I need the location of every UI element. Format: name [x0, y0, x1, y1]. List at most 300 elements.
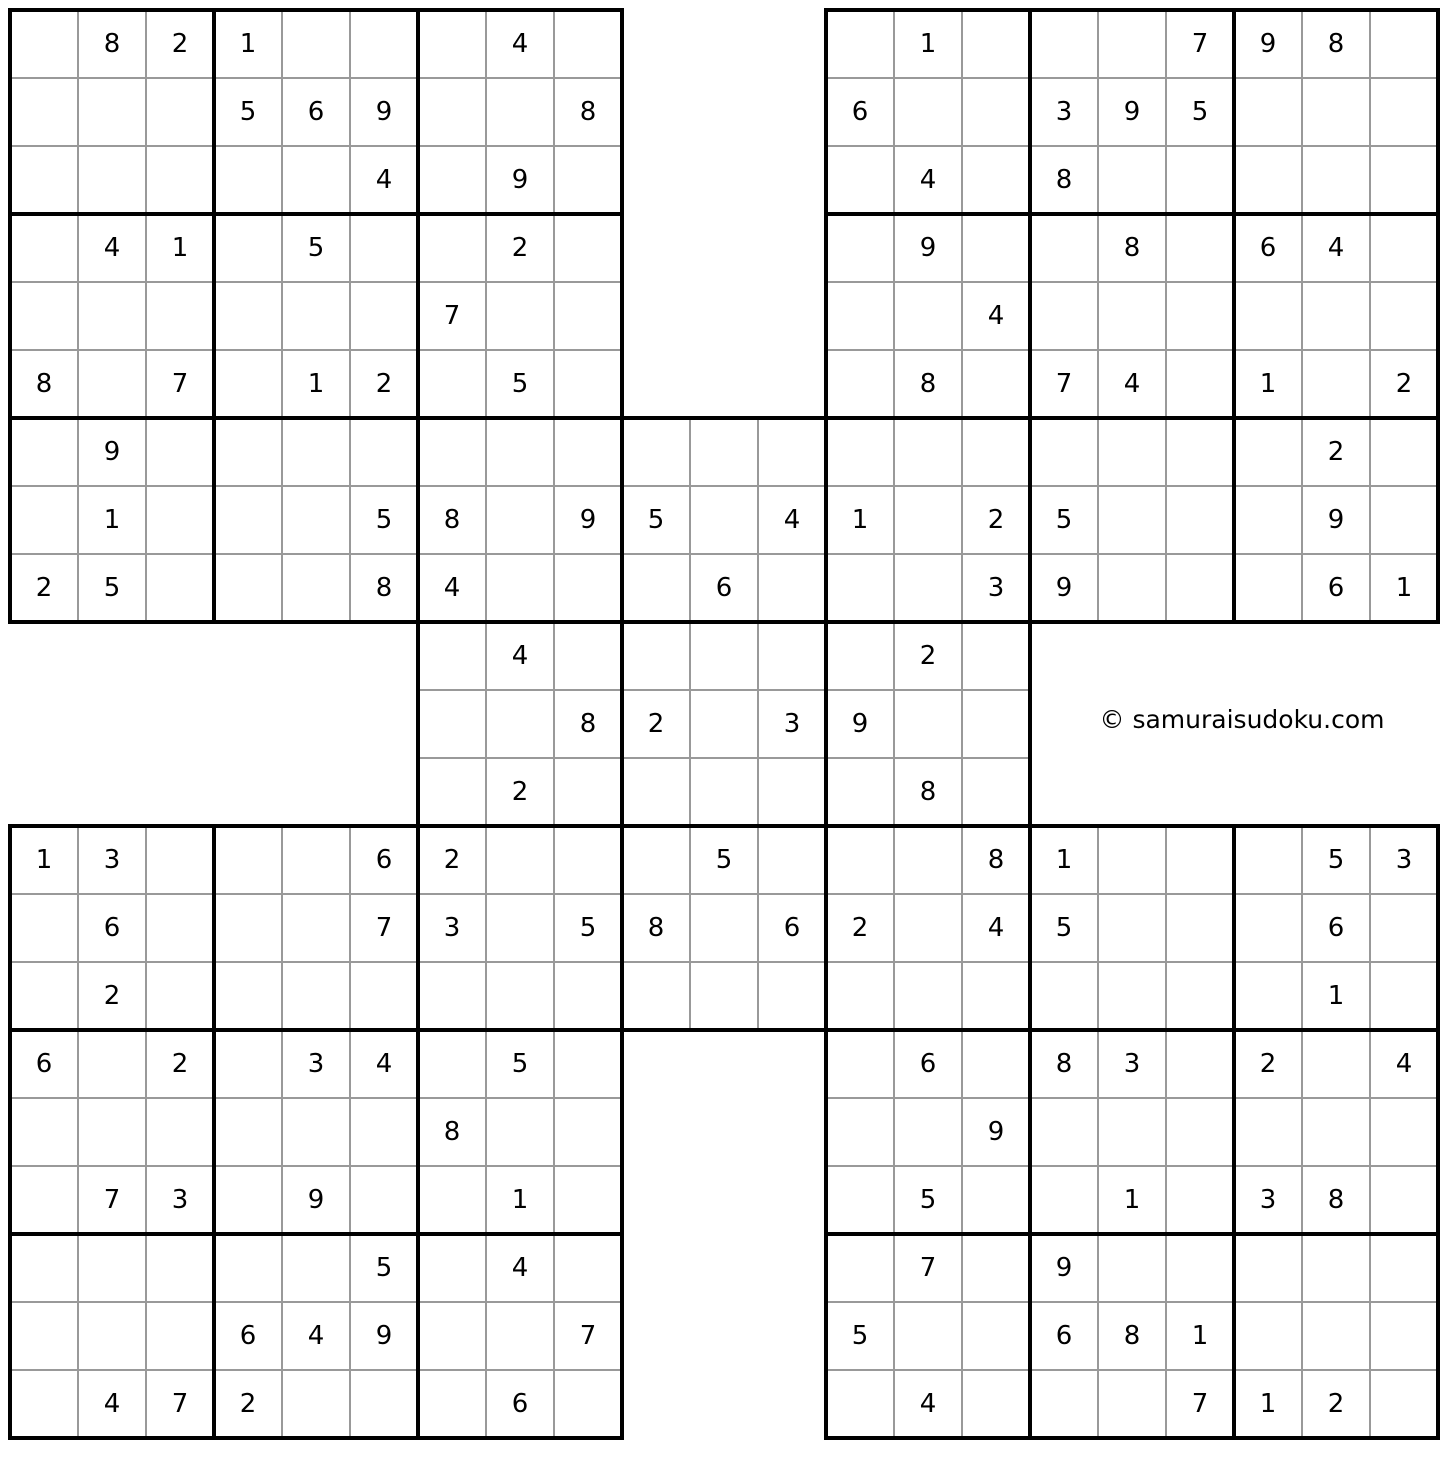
cell-digit: 1 — [1259, 369, 1277, 399]
empty-cell[interactable] — [964, 624, 1028, 688]
cell-digit: 5 — [1055, 505, 1073, 535]
cell-digit: 9 — [1055, 573, 1073, 603]
empty-cell[interactable] — [1372, 1100, 1436, 1164]
empty-cell[interactable] — [1168, 420, 1232, 484]
empty-cell[interactable] — [1100, 556, 1164, 620]
empty-cell[interactable] — [352, 12, 416, 76]
empty-cell[interactable] — [1100, 896, 1164, 960]
cell-digit: 9 — [1259, 29, 1277, 59]
empty-cell[interactable] — [828, 420, 892, 484]
cell-digit: 1 — [1123, 1185, 1141, 1215]
empty-cell[interactable] — [692, 692, 756, 756]
empty-cell[interactable] — [1236, 1304, 1300, 1368]
empty-cell[interactable] — [556, 1032, 620, 1096]
empty-cell[interactable] — [896, 828, 960, 892]
empty-cell[interactable] — [352, 420, 416, 484]
empty-cell[interactable] — [828, 12, 892, 76]
empty-cell[interactable] — [420, 1032, 484, 1096]
cell-digit: 2 — [919, 641, 937, 671]
cell-digit: 4 — [103, 233, 121, 263]
empty-cell[interactable] — [80, 148, 144, 212]
empty-cell[interactable] — [1372, 148, 1436, 212]
empty-cell[interactable] — [488, 80, 552, 144]
empty-cell[interactable] — [1168, 1032, 1232, 1096]
empty-cell[interactable] — [12, 284, 76, 348]
empty-cell[interactable] — [420, 964, 484, 1028]
empty-cell[interactable] — [1100, 284, 1164, 348]
cell-digit: 6 — [1055, 1321, 1073, 1351]
empty-cell[interactable] — [556, 148, 620, 212]
empty-cell[interactable] — [148, 420, 212, 484]
cell-digit: 5 — [1055, 913, 1073, 943]
empty-cell[interactable] — [1236, 148, 1300, 212]
cell-digit: 4 — [375, 165, 393, 195]
empty-cell[interactable] — [828, 1100, 892, 1164]
empty-cell[interactable] — [1100, 488, 1164, 552]
empty-cell[interactable] — [1304, 148, 1368, 212]
empty-cell[interactable] — [1168, 488, 1232, 552]
empty-cell[interactable] — [216, 1236, 280, 1300]
empty-cell[interactable] — [828, 828, 892, 892]
empty-cell[interactable] — [760, 828, 824, 892]
empty-cell[interactable] — [1372, 1372, 1436, 1436]
empty-cell[interactable] — [216, 148, 280, 212]
empty-cell[interactable] — [624, 420, 688, 484]
empty-cell[interactable] — [352, 284, 416, 348]
empty-cell[interactable] — [896, 488, 960, 552]
empty-cell[interactable] — [1304, 352, 1368, 416]
cell-digit: 4 — [375, 1049, 393, 1079]
empty-cell[interactable] — [148, 148, 212, 212]
cell-digit: 9 — [511, 165, 529, 195]
empty-cell[interactable] — [488, 420, 552, 484]
empty-cell[interactable] — [284, 488, 348, 552]
empty-cell[interactable] — [1236, 284, 1300, 348]
cell-digit: 9 — [1055, 1253, 1073, 1283]
cell-digit: 2 — [647, 709, 665, 739]
cell-digit: 2 — [1327, 437, 1345, 467]
empty-cell[interactable] — [284, 148, 348, 212]
empty-cell[interactable] — [12, 80, 76, 144]
empty-cell[interactable] — [964, 420, 1028, 484]
empty-cell[interactable] — [12, 420, 76, 484]
empty-cell[interactable] — [556, 964, 620, 1028]
empty-cell[interactable] — [828, 964, 892, 1028]
cell-digit: 3 — [171, 1185, 189, 1215]
empty-cell[interactable] — [964, 964, 1028, 1028]
empty-cell[interactable] — [1372, 284, 1436, 348]
empty-cell[interactable] — [964, 352, 1028, 416]
empty-cell[interactable] — [1168, 1168, 1232, 1232]
empty-cell[interactable] — [692, 760, 756, 824]
empty-cell[interactable] — [148, 80, 212, 144]
empty-cell[interactable] — [216, 964, 280, 1028]
empty-cell[interactable] — [896, 692, 960, 756]
cell-digit: 8 — [1055, 1049, 1073, 1079]
cell-digit: 4 — [1327, 233, 1345, 263]
empty-cell[interactable] — [420, 420, 484, 484]
empty-cell[interactable] — [1304, 1304, 1368, 1368]
cell-digit: 4 — [511, 29, 529, 59]
empty-cell[interactable] — [556, 1236, 620, 1300]
empty-cell[interactable] — [964, 1304, 1028, 1368]
empty-cell[interactable] — [828, 1236, 892, 1300]
empty-cell[interactable] — [216, 284, 280, 348]
empty-cell[interactable] — [352, 1100, 416, 1164]
empty-cell[interactable] — [216, 1168, 280, 1232]
empty-cell[interactable] — [216, 352, 280, 416]
empty-cell[interactable] — [1100, 828, 1164, 892]
empty-cell[interactable] — [420, 148, 484, 212]
empty-cell[interactable] — [760, 760, 824, 824]
empty-cell[interactable] — [216, 896, 280, 960]
empty-cell[interactable] — [556, 624, 620, 688]
empty-cell[interactable] — [216, 828, 280, 892]
empty-cell[interactable] — [1304, 80, 1368, 144]
cell-digit: 7 — [1191, 1389, 1209, 1419]
empty-cell[interactable] — [216, 556, 280, 620]
empty-cell[interactable] — [760, 420, 824, 484]
empty-cell[interactable] — [488, 1100, 552, 1164]
empty-cell[interactable] — [216, 488, 280, 552]
empty-cell[interactable] — [148, 964, 212, 1028]
empty-cell[interactable] — [1168, 828, 1232, 892]
empty-cell[interactable] — [828, 284, 892, 348]
empty-cell[interactable] — [1100, 1236, 1164, 1300]
empty-cell[interactable] — [556, 284, 620, 348]
empty-cell[interactable] — [964, 1372, 1028, 1436]
empty-cell[interactable] — [964, 148, 1028, 212]
empty-cell[interactable] — [352, 964, 416, 1028]
empty-cell[interactable] — [1304, 284, 1368, 348]
cell-digit: 1 — [1259, 1389, 1277, 1419]
cell-digit: 1 — [171, 233, 189, 263]
cell-digit: 5 — [919, 1185, 937, 1215]
empty-cell[interactable] — [80, 80, 144, 144]
empty-cell[interactable] — [828, 624, 892, 688]
empty-cell[interactable] — [1100, 420, 1164, 484]
cell-digit: 4 — [987, 913, 1005, 943]
empty-cell[interactable] — [1100, 1372, 1164, 1436]
empty-cell[interactable] — [964, 80, 1028, 144]
empty-cell[interactable] — [216, 1100, 280, 1164]
empty-cell[interactable] — [1372, 1304, 1436, 1368]
empty-cell[interactable] — [148, 1236, 212, 1300]
cell-digit: 3 — [783, 709, 801, 739]
cell-digit: 2 — [511, 233, 529, 263]
empty-cell[interactable] — [828, 556, 892, 620]
empty-cell[interactable] — [556, 216, 620, 280]
empty-cell[interactable] — [420, 80, 484, 144]
empty-cell[interactable] — [216, 420, 280, 484]
empty-cell[interactable] — [828, 1032, 892, 1096]
cell-digit: 9 — [1327, 505, 1345, 535]
cell-digit: 5 — [375, 505, 393, 535]
cell-digit: 2 — [103, 981, 121, 1011]
empty-cell[interactable] — [1236, 964, 1300, 1028]
empty-cell[interactable] — [80, 352, 144, 416]
empty-cell[interactable] — [1032, 216, 1096, 280]
empty-cell[interactable] — [692, 624, 756, 688]
cell-digit: 8 — [579, 709, 597, 739]
empty-cell[interactable] — [488, 828, 552, 892]
empty-cell[interactable] — [352, 1168, 416, 1232]
cell-digit: 9 — [851, 709, 869, 739]
empty-cell[interactable] — [420, 352, 484, 416]
empty-cell[interactable] — [488, 896, 552, 960]
empty-cell[interactable] — [12, 896, 76, 960]
empty-cell[interactable] — [488, 964, 552, 1028]
empty-cell[interactable] — [964, 1032, 1028, 1096]
empty-cell[interactable] — [420, 624, 484, 688]
empty-cell[interactable] — [216, 1032, 280, 1096]
empty-cell[interactable] — [828, 148, 892, 212]
empty-cell[interactable] — [148, 1100, 212, 1164]
empty-cell[interactable] — [556, 420, 620, 484]
empty-cell[interactable] — [828, 760, 892, 824]
empty-cell[interactable] — [284, 964, 348, 1028]
empty-cell[interactable] — [1032, 1372, 1096, 1436]
empty-cell[interactable] — [556, 1372, 620, 1436]
empty-cell[interactable] — [12, 12, 76, 76]
empty-cell[interactable] — [556, 12, 620, 76]
empty-cell[interactable] — [284, 1236, 348, 1300]
empty-cell[interactable] — [420, 1304, 484, 1368]
empty-cell[interactable] — [148, 284, 212, 348]
cell-digit: 3 — [1395, 845, 1413, 875]
empty-cell[interactable] — [1168, 556, 1232, 620]
empty-cell[interactable] — [1032, 964, 1096, 1028]
empty-cell[interactable] — [624, 760, 688, 824]
cell-digit: 7 — [919, 1253, 937, 1283]
empty-cell[interactable] — [1032, 12, 1096, 76]
cell-digit: 6 — [783, 913, 801, 943]
cell-digit: 5 — [375, 1253, 393, 1283]
empty-cell[interactable] — [420, 12, 484, 76]
empty-cell[interactable] — [80, 1236, 144, 1300]
empty-cell[interactable] — [1372, 896, 1436, 960]
empty-cell[interactable] — [828, 1168, 892, 1232]
empty-cell[interactable] — [488, 488, 552, 552]
empty-cell[interactable] — [420, 1168, 484, 1232]
empty-cell[interactable] — [692, 488, 756, 552]
cell-digit: 4 — [511, 1253, 529, 1283]
empty-cell[interactable] — [1168, 896, 1232, 960]
empty-cell[interactable] — [624, 556, 688, 620]
empty-cell[interactable] — [1168, 352, 1232, 416]
cell-digit: 8 — [35, 369, 53, 399]
empty-cell[interactable] — [760, 556, 824, 620]
empty-cell[interactable] — [148, 1304, 212, 1368]
empty-cell[interactable] — [556, 352, 620, 416]
empty-cell[interactable] — [1372, 420, 1436, 484]
empty-cell[interactable] — [1304, 1100, 1368, 1164]
empty-cell[interactable] — [148, 828, 212, 892]
empty-cell[interactable] — [1032, 420, 1096, 484]
empty-cell[interactable] — [556, 1168, 620, 1232]
empty-cell[interactable] — [964, 1168, 1028, 1232]
empty-cell[interactable] — [148, 556, 212, 620]
empty-cell[interactable] — [1236, 828, 1300, 892]
empty-cell[interactable] — [1372, 12, 1436, 76]
empty-cell[interactable] — [1100, 1100, 1164, 1164]
empty-cell[interactable] — [964, 760, 1028, 824]
empty-cell[interactable] — [1168, 1236, 1232, 1300]
empty-cell[interactable] — [760, 964, 824, 1028]
empty-cell[interactable] — [12, 1100, 76, 1164]
cell-digit: 2 — [1259, 1049, 1277, 1079]
empty-cell[interactable] — [828, 216, 892, 280]
empty-cell[interactable] — [216, 216, 280, 280]
empty-cell[interactable] — [12, 488, 76, 552]
cell-digit: 8 — [375, 573, 393, 603]
cell-digit: 8 — [1055, 165, 1073, 195]
empty-cell[interactable] — [828, 1372, 892, 1436]
empty-cell[interactable] — [896, 284, 960, 348]
empty-cell[interactable] — [12, 1168, 76, 1232]
empty-cell[interactable] — [284, 556, 348, 620]
cell-digit: 4 — [987, 301, 1005, 331]
empty-cell[interactable] — [284, 896, 348, 960]
empty-cell[interactable] — [1100, 964, 1164, 1028]
empty-cell[interactable] — [692, 420, 756, 484]
empty-cell[interactable] — [1168, 284, 1232, 348]
empty-cell[interactable] — [12, 964, 76, 1028]
empty-cell[interactable] — [420, 1236, 484, 1300]
empty-cell[interactable] — [760, 624, 824, 688]
cell-digit: 4 — [103, 1389, 121, 1419]
cell-digit: 5 — [715, 845, 733, 875]
cell-digit: 5 — [579, 913, 597, 943]
empty-cell[interactable] — [1372, 1168, 1436, 1232]
cell-digit: 7 — [171, 369, 189, 399]
cell-digit: 8 — [103, 29, 121, 59]
empty-cell[interactable] — [12, 1304, 76, 1368]
empty-cell[interactable] — [964, 216, 1028, 280]
empty-cell[interactable] — [1372, 488, 1436, 552]
empty-cell[interactable] — [284, 828, 348, 892]
empty-cell[interactable] — [624, 624, 688, 688]
empty-cell[interactable] — [896, 1304, 960, 1368]
empty-cell[interactable] — [1304, 1236, 1368, 1300]
cell-digit: 6 — [375, 845, 393, 875]
empty-cell[interactable] — [284, 12, 348, 76]
empty-cell[interactable] — [420, 216, 484, 280]
empty-cell[interactable] — [896, 556, 960, 620]
empty-cell[interactable] — [1372, 216, 1436, 280]
empty-cell[interactable] — [1372, 964, 1436, 1028]
empty-cell[interactable] — [420, 760, 484, 824]
empty-cell[interactable] — [80, 1304, 144, 1368]
empty-cell[interactable] — [352, 216, 416, 280]
empty-cell[interactable] — [12, 1236, 76, 1300]
cell-digit: 5 — [1327, 845, 1345, 875]
cell-digit: 2 — [443, 845, 461, 875]
empty-cell[interactable] — [896, 1100, 960, 1164]
cell-digit: 6 — [1327, 913, 1345, 943]
empty-cell[interactable] — [556, 556, 620, 620]
cell-digit: 6 — [35, 1049, 53, 1079]
empty-cell[interactable] — [624, 964, 688, 1028]
empty-cell[interactable] — [896, 420, 960, 484]
empty-cell[interactable] — [1304, 1032, 1368, 1096]
cell-digit: 7 — [1191, 29, 1209, 59]
empty-cell[interactable] — [1100, 148, 1164, 212]
empty-cell[interactable] — [488, 556, 552, 620]
cell-digit: 3 — [1055, 97, 1073, 127]
empty-cell[interactable] — [12, 1372, 76, 1436]
empty-cell[interactable] — [896, 896, 960, 960]
cell-digit: 9 — [987, 1117, 1005, 1147]
empty-cell[interactable] — [1236, 1100, 1300, 1164]
empty-cell[interactable] — [964, 692, 1028, 756]
empty-cell[interactable] — [80, 284, 144, 348]
empty-cell[interactable] — [420, 1372, 484, 1436]
empty-cell[interactable] — [1236, 1236, 1300, 1300]
empty-cell[interactable] — [1236, 896, 1300, 960]
empty-cell[interactable] — [1168, 1100, 1232, 1164]
empty-cell[interactable] — [12, 148, 76, 212]
empty-cell[interactable] — [964, 1236, 1028, 1300]
empty-cell[interactable] — [1372, 1236, 1436, 1300]
empty-cell[interactable] — [624, 828, 688, 892]
cell-digit: 4 — [511, 641, 529, 671]
empty-cell[interactable] — [1372, 80, 1436, 144]
empty-cell[interactable] — [964, 12, 1028, 76]
empty-cell[interactable] — [148, 488, 212, 552]
empty-cell[interactable] — [488, 1304, 552, 1368]
empty-cell[interactable] — [148, 896, 212, 960]
empty-cell[interactable] — [1168, 964, 1232, 1028]
empty-cell[interactable] — [1236, 488, 1300, 552]
empty-cell[interactable] — [692, 896, 756, 960]
empty-cell[interactable] — [284, 1100, 348, 1164]
empty-cell[interactable] — [1032, 1100, 1096, 1164]
empty-cell[interactable] — [488, 692, 552, 756]
empty-cell[interactable] — [1236, 556, 1300, 620]
empty-cell[interactable] — [420, 692, 484, 756]
empty-cell[interactable] — [556, 760, 620, 824]
empty-cell[interactable] — [896, 964, 960, 1028]
empty-cell[interactable] — [1032, 1168, 1096, 1232]
empty-cell[interactable] — [80, 1100, 144, 1164]
empty-cell[interactable] — [692, 964, 756, 1028]
empty-cell[interactable] — [12, 216, 76, 280]
cell-digit: 9 — [579, 505, 597, 535]
cell-digit: 3 — [1123, 1049, 1141, 1079]
empty-cell[interactable] — [1100, 12, 1164, 76]
empty-cell[interactable] — [1032, 284, 1096, 348]
empty-cell[interactable] — [1236, 420, 1300, 484]
empty-cell[interactable] — [352, 1372, 416, 1436]
empty-cell[interactable] — [896, 80, 960, 144]
empty-cell[interactable] — [284, 420, 348, 484]
cell-digit: 8 — [1123, 1321, 1141, 1351]
empty-cell[interactable] — [284, 284, 348, 348]
empty-cell[interactable] — [1168, 216, 1232, 280]
cell-digit: 4 — [1123, 369, 1141, 399]
cell-digit: 4 — [443, 573, 461, 603]
empty-cell[interactable] — [488, 284, 552, 348]
empty-cell[interactable] — [556, 828, 620, 892]
empty-cell[interactable] — [284, 1372, 348, 1436]
empty-cell[interactable] — [80, 1032, 144, 1096]
empty-cell[interactable] — [828, 352, 892, 416]
empty-cell[interactable] — [1236, 80, 1300, 144]
cell-digit: 2 — [239, 1389, 257, 1419]
empty-cell[interactable] — [1168, 148, 1232, 212]
empty-cell[interactable] — [556, 1100, 620, 1164]
